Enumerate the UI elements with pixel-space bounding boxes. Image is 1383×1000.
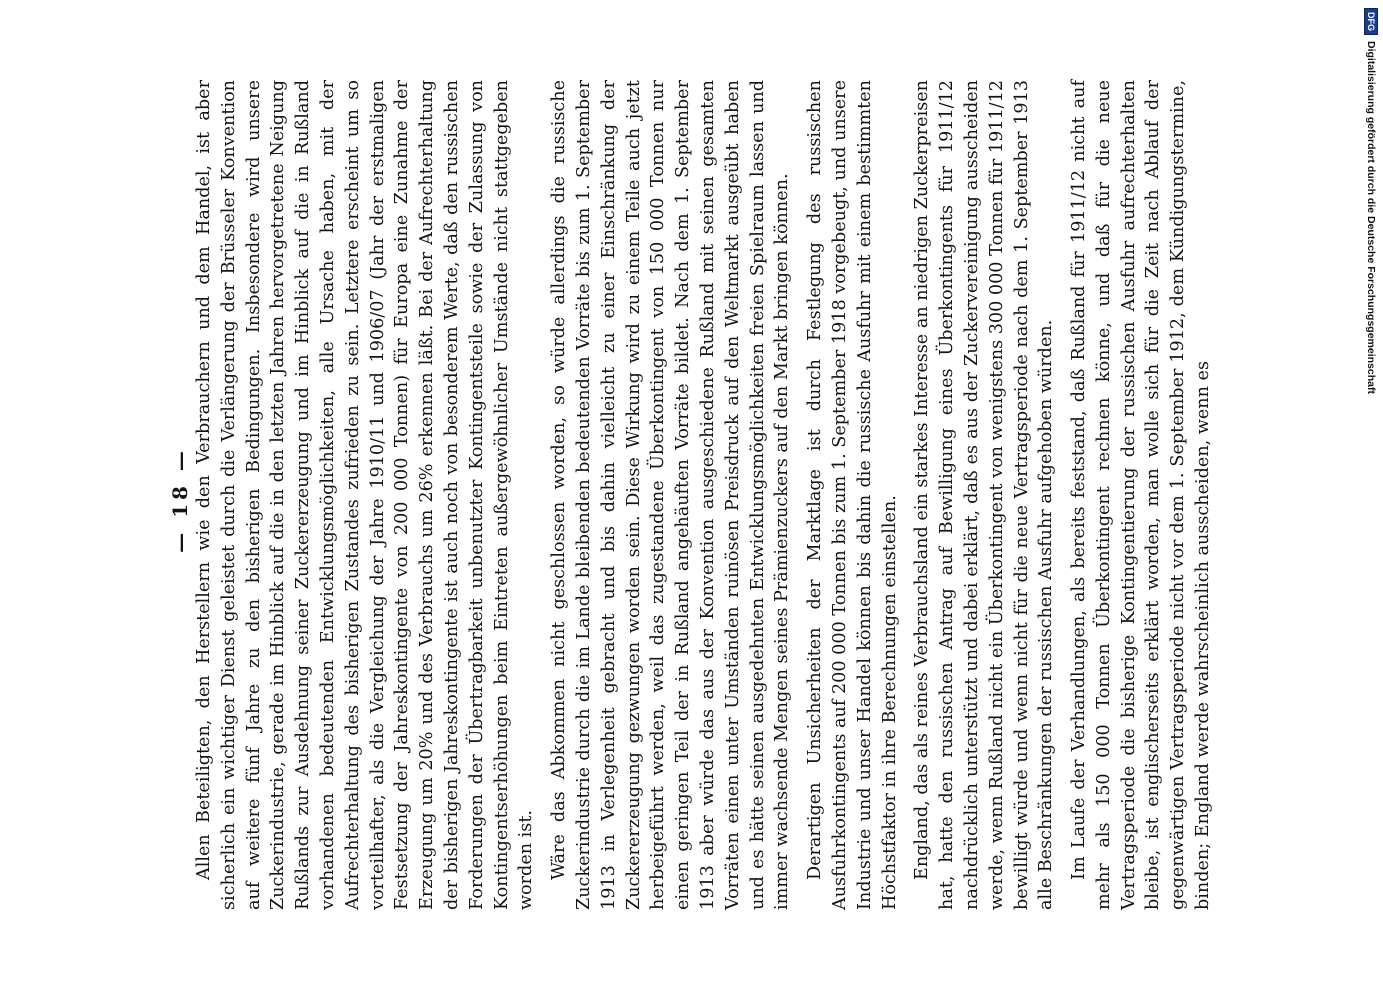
paragraph-5: Im Laufe der Verhandlungen, als bereits feststand, daß Rußland für 1911/12 nicht auf mehr als 150 000 Tonnen Überkontingent rechnen könne, und daß für die neue Vertragsperiode die bisherige Kontingentierung der russischen Ausfuhr aufrechterhalten bleibe, ist englischerseits erklärt worden, man wolle sich für die Zeit nach Ablauf der gegenwärtigen Vertragsperiode nicht vor dem 1. September 1912, dem Kündigungstermine, binden; England werde wahrscheinlich ausscheiden, wenn es	[1069, 80, 1214, 910]
body-text	[192, 80, 1224, 910]
rotated-page-content	[160, 0, 1214, 1000]
credit-text: Digitalisierung gefördert durch die Deutsche Forschungsgemeinschaft	[1365, 41, 1377, 394]
digitization-credit	[1362, 8, 1380, 998]
scanned-page	[160, 0, 1214, 1000]
paragraph-4: England, das als reines Verbrauchsland ein starkes Interesse an niedrigen Zuckerpreisen hat, hatte den russischen Antrag auf Bewilligung eines Überkontingents für 1911/12 nachdrücklich unterstützt und dabei erklärt, daß es aus der Zuckervereinigung ausscheiden werde, wenn Rußland nicht ein Überkontingent von wenigstens 300 000 Tonnen für 1911/12 bewilligt würde und wenn nicht für die neue Vertragsperiode nach dem 1. September 1913 alle Beschränkungen der russischen Ausfuhr aufgehoben würden.	[912, 80, 1057, 910]
page-number: — 18 —	[168, 447, 192, 553]
paragraph-2: Wäre das Abkommen nicht geschlossen worden, so würde allerdings die russische Zuckerindustrie durch die im Lande bleibenden bedeutenden Vorräte bis zum 1. September 1913 in Verlegenheit gebracht und bis dahin vielleicht zu einer Einschränkung der Zuckererzeugung gezwungen worden sein. Diese Wirkung wird zu einem Teile auch jetzt herbeigeführt werden, weil das zugestandene Überkontingent von 150 000 Tonnen nur einen geringen Teil der in Rußland angehäuften Vorräte bildet. Nach dem 1. September 1913 aber würde das aus der Konvention ausgeschiedene Rußland mit seinen gesamten Vorräten einen unter Umständen ruinösen Preisdruck auf den Weltmarkt ausgeübt haben und es hätte seinen ausgedehnten Entwicklungsmöglichkeiten freien Spielraum lassen und immer wachsende Mengen seines Prämienzuckers auf den Markt bringen können.	[549, 80, 793, 910]
paragraph-1: Allen Beteiligten, den Herstellern wie den Verbrauchern und dem Handel, ist aber sicherlich ein wichtiger Dienst geleistet durch die Verlängerung der Brüsseler Konvention auf weitere fünf Jahre zu den bisherigen Bedingungen. Insbesondere wird unsere Zuckerindustrie, gerade im Hinblick auf die in den letzten Jahren hervorgetretene Neigung Rußlands zur Ausdehnung seiner Zuckererzeugung und im Hinblick auf die in Rußland vorhandenen bedeutenden Entwicklungsmöglichkeiten, alle Ursache haben, mit der Aufrechterhaltung des bisherigen Zustandes zufrieden zu sein. Letztere erscheint um so vorteilhafter, als die Vergleichung der Jahre 1910/11 und 1906/07 (Jahr der erstmaligen Festsetzung der Jahreskontingente von 200 000 Tonnen) für Europa eine Zunahme der Erzeugung um 20% und des Verbrauchs um 26% erkennen läßt. Bei der Aufrechterhaltung der bisherigen Jahreskontingente ist auch noch von besonderem Werte, daß den russischen Forderungen der Übertragbarkeit unbenutzter Kontingentsteile sowie der Zulassung von Kontingentserhöhungen beim Eintreten außergewöhnlicher Umstände nicht stattgegeben worden ist.	[194, 80, 537, 910]
dfg-logo: DFG	[1364, 8, 1378, 35]
paragraph-3: Derartigen Unsicherheiten der Marktlage ist durch Festlegung des russischen Ausfuhrkontingents auf 200 000 Tonnen bis zum 1. September 1918 vorgebeugt, und unsere Industrie und unser Handel können bis dahin die russische Ausfuhr mit einem bestimmten Höchstfaktor in ihre Berechnungen einstellen.	[805, 80, 900, 910]
